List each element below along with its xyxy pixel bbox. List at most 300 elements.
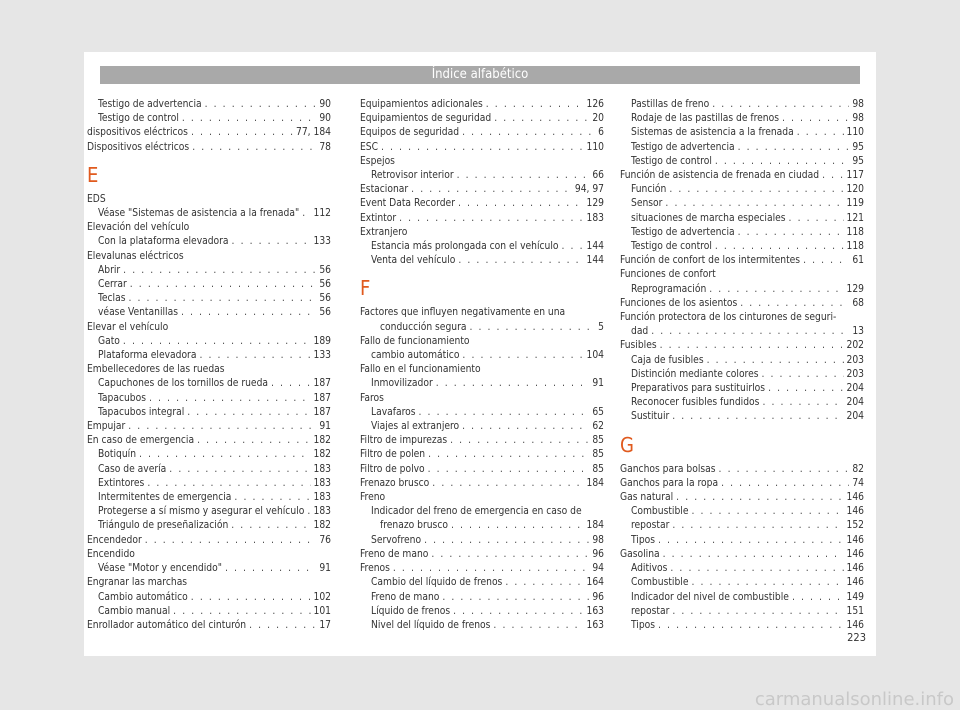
entry-term: Pastillas de freno [631,99,710,110]
entry-page: 146 [846,577,864,589]
index-column-3 [620,98,864,633]
entry-page: 121 [846,212,864,224]
dot-leader [663,548,844,562]
entry-term: Testigo de control [631,155,712,167]
dot-leader [669,183,843,197]
entry-term: Equipamientos adicionales [360,99,483,110]
entry-term: Extintores [98,477,145,489]
entry-term: frenazo brusco [380,520,448,532]
entry-term: Plataforma elevadora [98,350,197,362]
index-entry [360,141,604,155]
index-column-1 [87,98,331,633]
dot-leader [197,434,310,448]
entry-page: 187 [313,406,331,418]
entry-page: 163 [586,605,604,617]
dot-leader [181,306,316,320]
dot-leader [458,254,583,268]
entry-page: 203 [846,354,864,366]
dot-leader [187,406,310,420]
index-entry [87,463,331,477]
index-heading: Fallo en el funcionamiento [360,364,481,376]
dot-leader [670,562,843,576]
index-letter: G [620,432,634,457]
entry-page: 96 [592,591,604,603]
dot-leader [225,562,316,576]
index-entry [360,98,604,112]
entry-term: Equipos de seguridad [360,127,460,139]
index-entry [620,240,864,254]
index-entry [87,477,331,491]
entry-term: Teclas [98,293,126,305]
entry-term: Rodaje de las pastillas de frenos [631,113,779,125]
entry-term: Triángulo de preseñalización [98,520,229,532]
index-entry [87,519,331,533]
index-heading: Faros [360,392,384,404]
entry-term: cambio automático [371,350,460,362]
dot-leader [505,576,583,590]
index-entry [87,292,331,306]
index-entry [87,406,331,420]
index-entry [87,448,331,462]
dot-leader [469,321,595,335]
entry-page: 74 [852,477,864,489]
entry-term: Combustible [631,577,689,589]
entry-page: 85 [592,463,604,475]
entry-term: Protegerse a sí mismo y asegurar el vehículo [98,506,305,518]
dot-leader [715,240,844,254]
index-entry [87,306,331,320]
index-entry [360,406,604,420]
entry-term: Encendedor [87,534,142,546]
index-entry [620,212,864,226]
entry-page: 182 [313,435,331,447]
index-entry [87,505,331,519]
dot-leader [715,155,849,169]
entry-term: Freno de mano [360,548,429,560]
entry-term: dispositivos eléctricos [87,127,188,139]
index-entry [620,368,864,382]
index-entry [87,619,331,633]
entry-term: Ganchos para bolsas [620,463,716,475]
entry-term: Tapacubos integral [98,406,185,418]
index-entry [360,183,604,197]
entry-term: Caso de avería [98,463,167,475]
entry-term: Reprogramación [631,283,707,295]
dot-leader [381,141,583,155]
index-entry [620,226,864,240]
index-heading: Fallo de funcionamiento [360,335,470,347]
entry-page: 182 [313,520,331,532]
dot-leader [147,477,310,491]
entry-page: 56 [319,293,331,305]
entry-page: 110 [846,127,864,139]
index-entry [620,126,864,140]
dot-leader [797,126,844,140]
entry-term: Lavafaros [371,406,416,418]
entry-page: 133 [313,350,331,362]
index-entry [87,235,331,249]
entry-term: Equipamientos de seguridad [360,113,492,125]
index-entry [87,141,331,155]
entry-term: Event Data Recorder [360,198,455,210]
index-heading: Engranar las marchas [87,577,188,589]
entry-term: Cambio del líquido de frenos [371,577,503,589]
entry-term: Filtro de polen [360,449,426,461]
index-entry [620,505,864,519]
entry-term: Cambio manual [98,605,171,617]
index-entry [360,212,604,226]
index-heading: Elevación del vehículo [87,222,190,234]
entry-term: Gas natural [620,492,674,504]
index-heading: Funciones de confort [620,269,716,281]
entry-page: 146 [846,534,864,546]
manual-page [84,52,876,656]
dot-leader [451,519,584,533]
entry-page: 91 [592,378,604,390]
index-entry [360,448,604,462]
entry-page: 91 [319,563,331,575]
entry-term: Tapacubos [98,392,147,404]
index-entry [620,410,864,424]
dot-leader [494,112,589,126]
dot-leader [458,197,584,211]
entry-page: 129 [586,198,604,210]
dot-leader [672,410,843,424]
index-entry [360,112,604,126]
index-entry [620,534,864,548]
dot-leader [462,420,589,434]
index-entry [360,562,604,576]
dot-leader [658,534,843,548]
page-number: 223 [847,631,866,644]
dot-leader [740,297,849,311]
dot-leader [658,619,843,633]
entry-page: 90 [319,113,331,125]
entry-term: Distinción mediante colores [631,368,759,380]
dot-leader [457,169,590,183]
entry-term: Funciones de los asientos [620,297,738,309]
index-entry [360,591,604,605]
index-heading: Función protectora de los cinturones de seguri- [620,312,837,324]
entry-term: situaciones de marcha especiales [631,212,786,224]
index-entry [620,169,864,183]
dot-leader [232,235,311,249]
dot-leader [803,254,849,268]
dot-leader [762,368,844,382]
index-entry [620,112,864,126]
dot-leader [768,382,843,396]
entry-term: Preparativos para sustituirlos [631,383,766,395]
dot-leader [231,519,310,533]
entry-term: Testigo de control [631,241,712,253]
index-entry [360,240,604,254]
index-entry [620,396,864,410]
dot-leader [453,605,583,619]
entry-term: Abrir [98,264,121,276]
entry-term: Aditivos [631,563,668,575]
index-entry [620,325,864,339]
index-entry [360,576,604,590]
entry-page: 62 [592,421,604,433]
index-entry [360,605,604,619]
dot-leader [789,212,844,226]
index-entry [87,112,331,126]
index-entry [87,98,331,112]
entry-page: 151 [846,605,864,617]
entry-page: 183 [313,506,331,518]
index-entry [620,477,864,491]
dot-leader [393,562,589,576]
index-entry [620,576,864,590]
dot-leader [149,392,310,406]
entry-page: 102 [313,591,331,603]
entry-term: Estancia más prolongada con el vehículo [371,241,559,253]
index-heading: Elevar el vehículo [87,321,169,333]
entry-term: Con la plataforma elevadora [98,236,229,248]
index-entry [87,591,331,605]
entry-term: Inmovilizador [371,378,433,390]
entry-term: dad [631,326,649,338]
entry-term: Retrovisor interior [371,170,454,182]
entry-term: Nivel del líquido de frenos [371,619,491,631]
entry-page: 90 [319,99,331,110]
index-entry [87,207,331,221]
dot-leader [672,605,843,619]
entry-page: 163 [586,619,604,631]
entry-page: 85 [592,449,604,461]
dot-leader [169,463,310,477]
entry-page: 187 [313,378,331,390]
entry-page: 144 [586,241,604,253]
entry-page: 202 [846,340,864,352]
index-entry [620,155,864,169]
index-entry [87,126,331,140]
entry-term: Filtro de polvo [360,463,425,475]
entry-page: 182 [313,449,331,461]
index-entry [620,297,864,311]
dot-leader [205,98,317,112]
entry-term: Gasolina [620,548,660,560]
entry-page: 112 [313,208,331,220]
entry-page: 17 [319,619,331,631]
entry-term: Fusibles [620,340,657,352]
dot-leader [199,349,310,363]
index-heading: EDS [87,193,106,205]
entry-page: 56 [319,264,331,276]
dot-leader [123,335,311,349]
index-entry [620,382,864,396]
index-entry [360,519,604,533]
entry-term: Ganchos para la ropa [620,477,719,489]
index-entry [360,377,604,391]
dot-leader [130,278,317,292]
index-entry [87,534,331,548]
entry-term: Sustituir [631,411,670,423]
index-entry [620,197,864,211]
entry-term: Testigo de advertencia [98,99,202,110]
entry-page: 77, 184 [296,127,331,139]
dot-leader [399,212,583,226]
entry-page: 82 [852,463,864,475]
entry-page: 146 [846,563,864,575]
entry-term: Función de confort de los intermitentes [620,255,801,267]
index-entry [87,335,331,349]
entry-term: Véase "Motor y encendido" [98,563,222,575]
dot-leader [442,591,589,605]
dot-leader [307,505,310,519]
index-entry [620,254,864,268]
dot-leader [692,505,844,519]
index-letter: F [360,276,371,301]
entry-page: 183 [313,492,331,504]
entry-term: Freno de mano [371,591,440,603]
index-entry [620,98,864,112]
entry-page: 189 [313,335,331,347]
entry-page: 119 [846,198,864,210]
watermark: carmanualsonline.info [754,689,954,710]
entry-page: 183 [313,477,331,489]
dot-leader [145,534,317,548]
index-heading: Embellecedores de las ruedas [87,364,225,376]
entry-page: 98 [852,113,864,125]
entry-page: 101 [313,605,331,617]
entry-term: Botiquín [98,449,137,461]
entry-term: Gato [98,335,120,347]
dot-leader [665,197,843,211]
dot-leader [762,396,843,410]
index-entry [620,562,864,576]
index-letter: E [87,162,99,187]
index-entry [620,591,864,605]
index-entry [620,141,864,155]
index-entry [620,519,864,533]
dot-leader [672,519,843,533]
dot-leader [450,434,589,448]
entry-term: Cambio automático [98,591,188,603]
entry-page: 65 [592,406,604,418]
entry-page: 98 [592,534,604,546]
entry-page: 146 [846,619,864,631]
entry-page: 20 [592,113,604,125]
dot-leader [493,619,583,633]
index-entry [620,183,864,197]
dot-leader [173,605,310,619]
entry-page: 146 [846,506,864,518]
dot-leader [431,548,589,562]
entry-page: 126 [586,99,604,110]
entry-page: 56 [319,307,331,319]
dot-leader [428,448,589,462]
dot-leader [128,420,316,434]
index-column-2 [360,98,604,633]
entry-term: Frenos [360,563,390,575]
index-entry [360,169,604,183]
entry-term: repostar [631,520,670,532]
index-heading: Factores que influyen negativamente en una [360,307,566,319]
entry-page: 146 [846,548,864,560]
index-entry [360,197,604,211]
index-entry [87,392,331,406]
entry-term: Testigo de control [98,113,179,125]
entry-term: Venta del vehículo [371,255,456,267]
dot-leader [738,141,850,155]
dot-leader [692,576,844,590]
index-entry [87,264,331,278]
entry-term: Extintor [360,212,397,224]
index-entry [620,463,864,477]
entry-term: Intermitentes de emergencia [98,492,232,504]
entry-term: Testigo de advertencia [631,226,735,238]
entry-term: véase Ventanillas [98,307,178,319]
entry-term: Enrollador automático del cinturón [87,619,247,631]
dot-leader [792,591,844,605]
index-entry [87,562,331,576]
index-entry [87,434,331,448]
entry-term: Sistemas de asistencia a la frenada [631,127,794,139]
entry-term: Cerrar [98,279,127,291]
entry-term: Función [631,184,667,196]
dot-leader [424,534,589,548]
entry-page: 66 [592,170,604,182]
entry-term: Dispositivos eléctricos [87,141,190,153]
entry-page: 152 [846,520,864,532]
entry-page: 6 [598,127,604,139]
entry-page: 110 [586,141,604,153]
dot-leader [712,98,849,112]
index-entry [360,254,604,268]
dot-leader [707,354,844,368]
index-entry [620,354,864,368]
index-heading: Indicador del freno de emergencia en caso de [371,506,582,518]
index-entry [360,434,604,448]
entry-page: 204 [846,411,864,423]
entry-term: Viajes al extranjero [371,421,460,433]
entry-term: Filtro de impurezas [360,435,448,447]
index-entry [87,349,331,363]
index-entry [360,321,604,335]
entry-page: 164 [586,577,604,589]
index-heading: Espejos [360,155,395,167]
dot-leader [462,349,583,363]
entry-page: 95 [852,141,864,153]
index-heading: Freno [360,492,386,504]
index-entry [87,377,331,391]
index-entry [620,339,864,353]
entry-page: 76 [319,534,331,546]
dot-leader [249,619,316,633]
index-entry [360,548,604,562]
entry-term: Caja de fusibles [631,354,704,366]
entry-term: Líquido de frenos [371,605,451,617]
index-entry [360,126,604,140]
dot-leader [128,292,316,306]
dot-leader [432,477,583,491]
index-entry [360,349,604,363]
dot-leader [192,141,316,155]
entry-page: 149 [846,591,864,603]
dot-leader [709,283,843,297]
entry-page: 133 [313,236,331,248]
entry-page: 91 [319,421,331,433]
entry-page: 96 [592,548,604,560]
dot-leader [660,339,844,353]
entry-page: 56 [319,279,331,291]
dot-leader [428,463,590,477]
entry-page: 118 [846,226,864,238]
dot-leader [234,491,310,505]
entry-page: 94, 97 [574,184,604,196]
dot-leader [182,112,316,126]
